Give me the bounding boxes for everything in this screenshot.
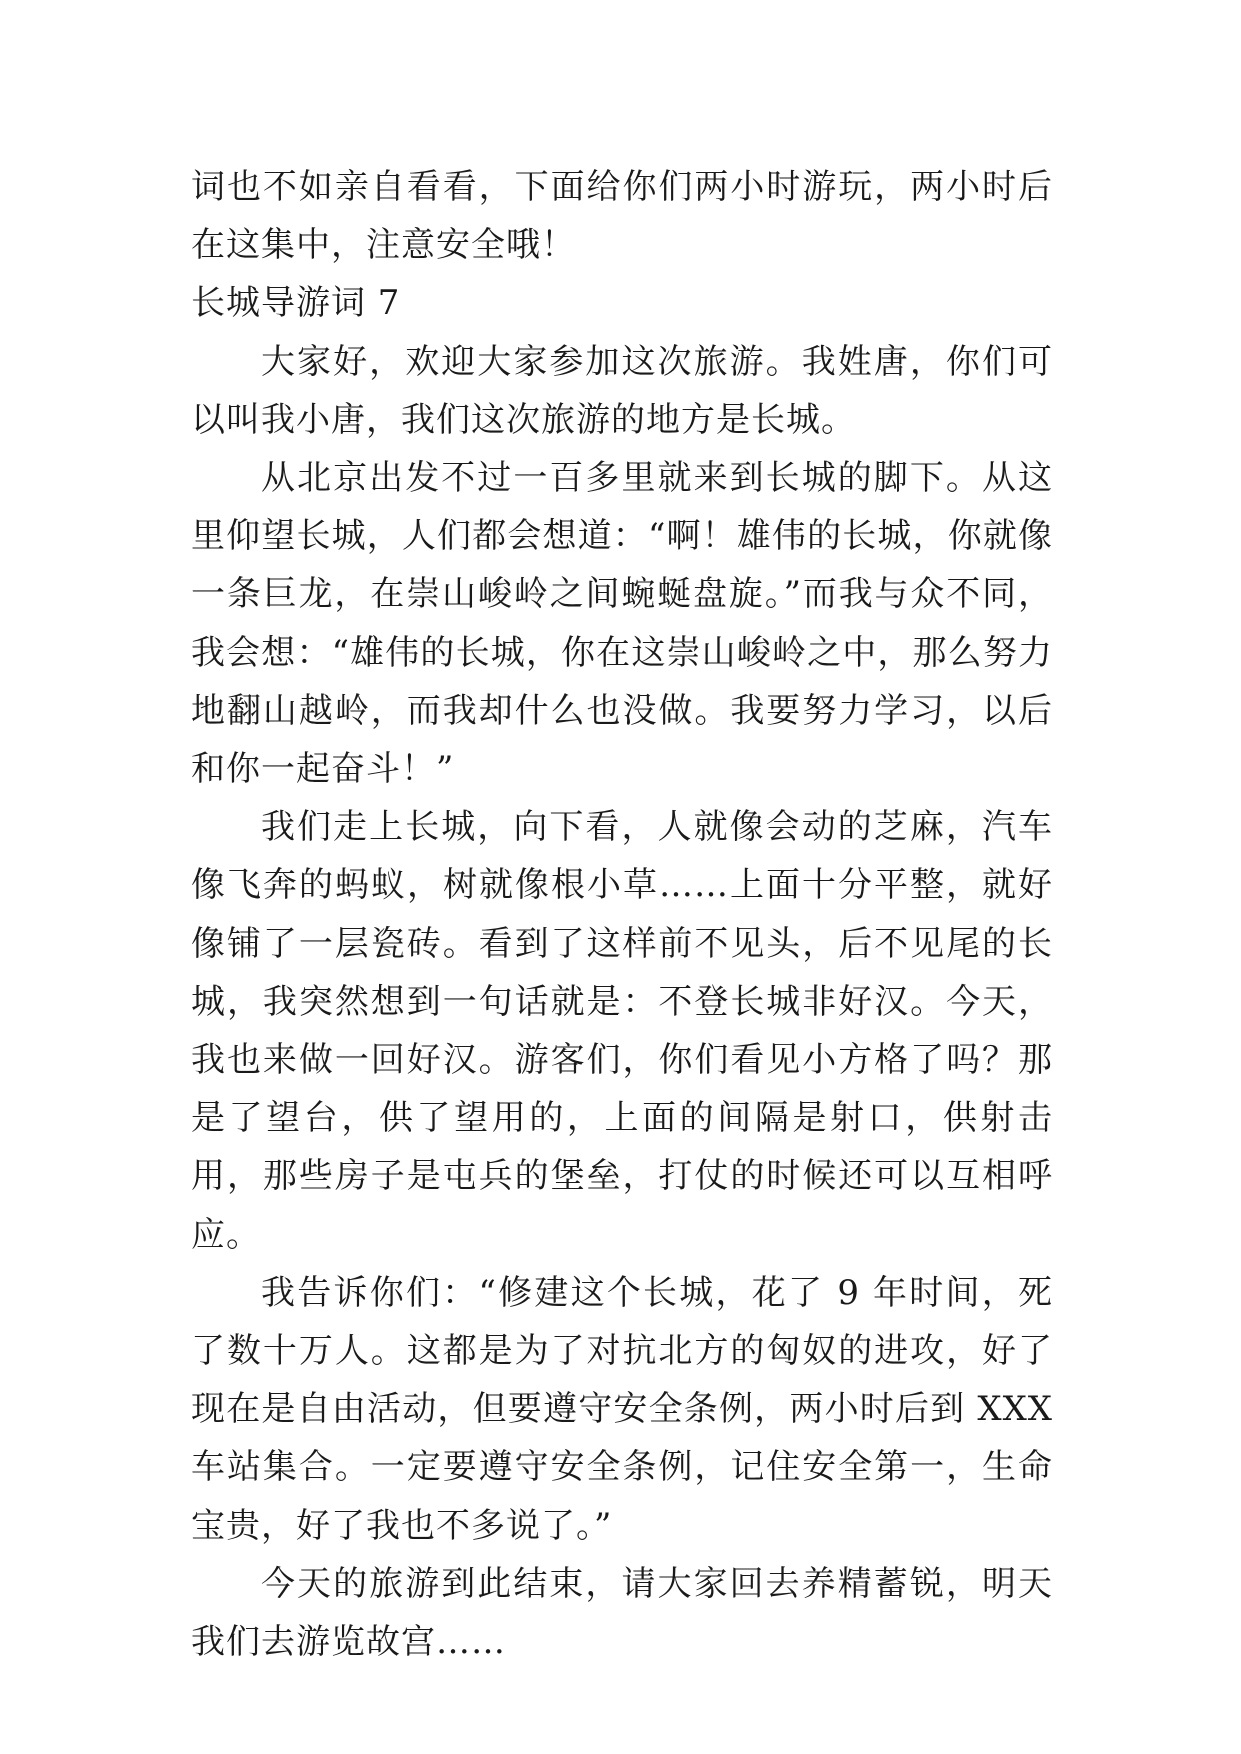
paragraph-on-the-wall: 我们走上长城，向下看，人就像会动的芝麻，汽车像飞奔的蚂蚁，树就像根小草……上面十分平整，就好像铺了一层瓷砖。看到了这样前不见头，后不见尾的长城，我突然想到一句话就是：不登长城非好汉。今天，我也来做一回好汉。游客们，你们看见小方格了吗？那是了望台，供了望用的，上面的间隔是射口，供射击用，那些房子是屯兵的堡垒，打仗的时候还可以互相呼应。 — [191, 807, 1053, 1255]
paragraph-greeting: 大家好，欢迎大家参加这次旅游。我姓唐，你们可以叫我小唐，我们这次旅游的地方是长城。 — [191, 341, 1053, 440]
paragraph-closing: 今天的旅游到此结束，请大家回去养精蓄锐，明天我们去游览故宫…… — [191, 1563, 1053, 1663]
document-body — [191, 158, 1053, 1671]
paragraph-history: 我告诉你们：“修建这个长城，花了 9 年时间，死了数十万人。这都是为了对抗北方的匈奴的进攻，好了现在是自由活动，但要遵守安全条例，两小时后到 XXX 车站集合。一定要遵守安全条例，记住安全第一，生命宝贵，好了我也不多说了。” — [191, 1272, 1053, 1546]
section-title: 长城导游词 7 — [191, 283, 401, 324]
continued-paragraph: 词也不如亲自看看，下面给你们两小时游玩，两小时后在这集中，注意安全哦！ — [191, 167, 1053, 266]
paragraph-view-from-beijing: 从北京出发不过一百多里就来到长城的脚下。从这里仰望长城，人们都会想道：“啊！雄伟的长城，你就像一条巨龙，在崇山峻岭之间蜿蜒盘旋。”而我与众不同，我会想：“雄伟的长城，你在这崇山峻岭之中，那么努力地翻山越岭，而我却什么也没做。我要努力学习，以后和你一起奋斗！” — [191, 458, 1053, 790]
